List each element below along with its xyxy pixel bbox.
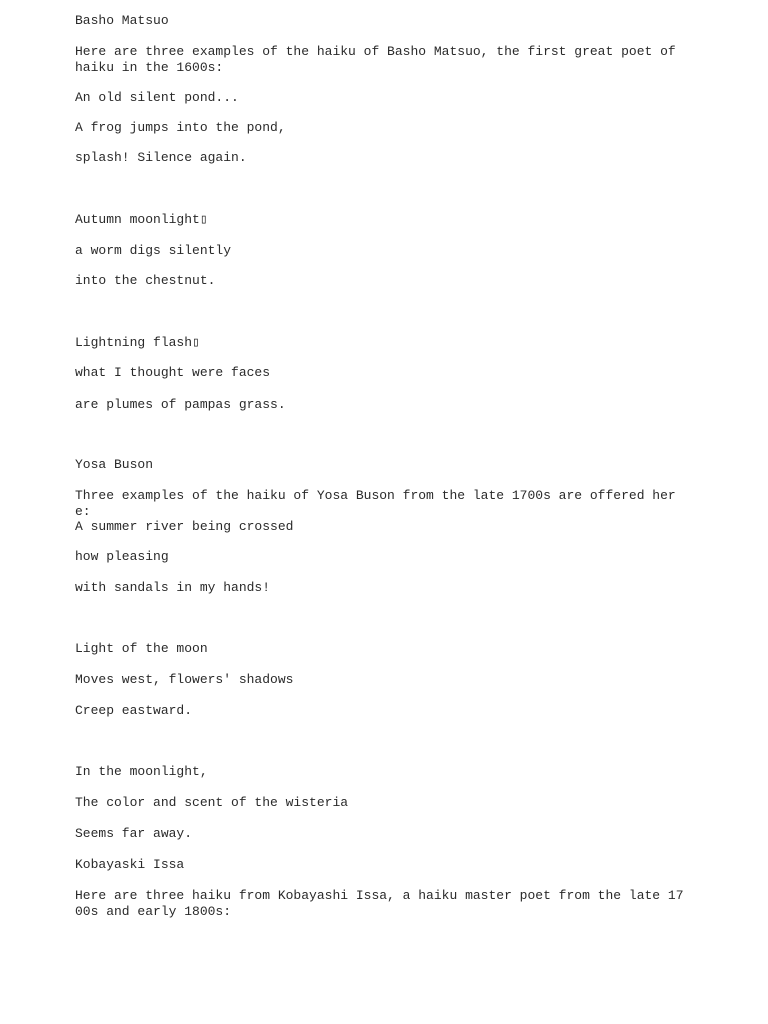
haiku-line: Moves west, flowers' shadows: [75, 672, 294, 687]
section-heading-buson: Yosa Buson: [75, 457, 154, 472]
haiku-line: Autumn moonlight▯: [75, 212, 208, 227]
haiku-line: The color and scent of the wisteria: [75, 795, 349, 810]
haiku-line: splash! Silence again.: [75, 150, 247, 165]
haiku-line: a worm digs silently: [75, 243, 232, 258]
haiku-line: Lightning flash▯: [75, 335, 200, 350]
haiku-line: Seems far away.: [75, 826, 193, 841]
haiku-line: Creep eastward.: [75, 703, 193, 718]
haiku-line: how pleasing: [75, 549, 169, 564]
haiku-line: A frog jumps into the pond,: [75, 120, 286, 135]
haiku-line: what I thought were faces: [75, 365, 271, 380]
haiku-line: are plumes of pampas grass.: [75, 397, 286, 412]
haiku-line: into the chestnut.: [75, 273, 216, 288]
section-heading-basho: Basho Matsuo: [75, 13, 169, 28]
intro-paragraph-buson: Three examples of the haiku of Yosa Buson from the late 1700s are offered here:: [75, 488, 676, 519]
haiku-line: An old silent pond...: [75, 90, 239, 105]
haiku-line: with sandals in my hands!: [75, 580, 271, 595]
intro-paragraph-basho: Here are three examples of the haiku of Basho Matsuo, the first great poet of haiku in the 1600s:: [75, 44, 684, 75]
haiku-line: A summer river being crossed: [75, 519, 294, 534]
haiku-line: In the moonlight,: [75, 764, 208, 779]
intro-paragraph-issa: Here are three haiku from Kobayashi Issa, a haiku master poet from the late 1700s and early 1800s:: [75, 888, 684, 919]
section-heading-issa: Kobayaski Issa: [75, 857, 185, 872]
haiku-line: Light of the moon: [75, 641, 208, 656]
